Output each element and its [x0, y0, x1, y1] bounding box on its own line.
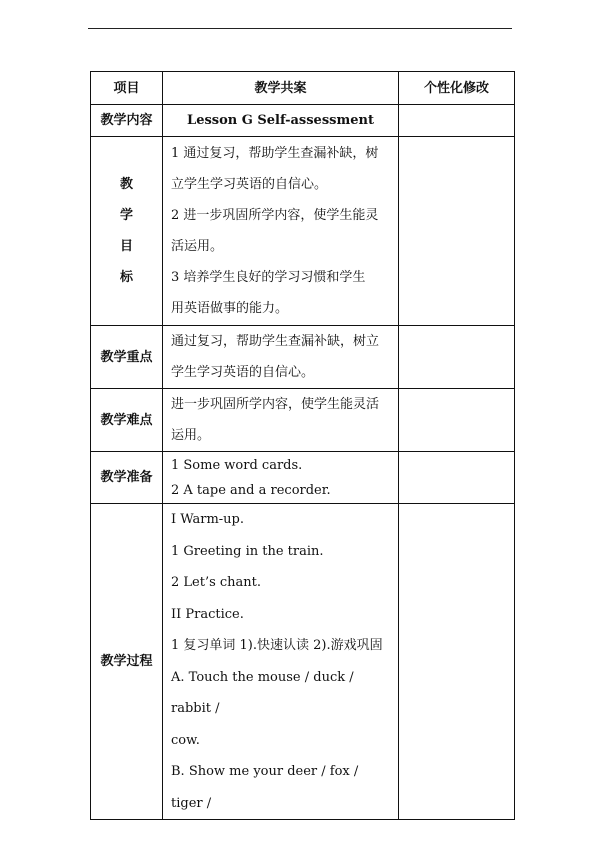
preparation-line: 1 Some word cards. — [171, 457, 303, 473]
process-line: 1 Greeting in the train. — [171, 543, 324, 559]
label-char: 标 — [119, 270, 133, 285]
label-teaching-content: 教学内容 — [91, 105, 163, 137]
row-preparation — [91, 452, 515, 504]
process-line: 1 复习单词 1).快速认读 2).游戏巩固 — [171, 638, 383, 653]
row-key-points — [91, 326, 515, 389]
row-objectives — [91, 137, 515, 326]
label-difficulties: 教学难点 — [91, 389, 163, 452]
difficulties-text — [163, 389, 399, 452]
objective-line: 2 进一步巩固所学内容，使学生能灵 — [171, 208, 379, 223]
key-points-text — [163, 326, 399, 389]
header-item: 项目 — [91, 72, 163, 105]
label-preparation: 教学准备 — [91, 452, 163, 504]
label-process: 教学过程 — [91, 504, 163, 820]
lesson-title: Lesson G Self-assessment — [163, 105, 399, 137]
process-line: II Practice. — [171, 606, 244, 622]
process-line: A. Touch the mouse / duck / rabbit / — [171, 669, 354, 716]
header-shared-plan: 教学共案 — [163, 72, 399, 105]
label-char: 学 — [119, 208, 133, 223]
row-process — [91, 504, 515, 820]
difficulty-line: 运用。 — [171, 428, 211, 443]
header-personal-edit: 个性化修改 — [399, 72, 515, 105]
header-rule — [88, 28, 512, 29]
label-char: 目 — [119, 239, 133, 254]
process-line: B. Show me your deer / fox / tiger / — [171, 764, 359, 811]
objective-line: 3 培养学生良好的学习习惯和学生 — [171, 270, 366, 285]
process-line: 2 Let’s chant. — [171, 575, 262, 590]
table-header-row — [91, 72, 515, 105]
edit-cell-content[interactable] — [399, 105, 515, 137]
process-line: cow. — [171, 732, 200, 748]
difficulty-line: 进一步巩固所学内容，使学生能灵活 — [171, 397, 380, 412]
edit-cell-objectives[interactable] — [399, 137, 515, 326]
edit-cell-preparation[interactable] — [399, 452, 515, 504]
objective-line: 1 通过复习，帮助学生查漏补缺，树 — [171, 146, 379, 161]
process-text — [163, 504, 399, 820]
key-point-line: 通过复习，帮助学生查漏补缺，树立 — [171, 334, 380, 349]
label-char: 教 — [119, 177, 133, 192]
lesson-plan-table — [90, 71, 515, 820]
row-difficulties — [91, 389, 515, 452]
objective-line: 活运用。 — [171, 239, 224, 254]
label-objectives — [91, 137, 163, 326]
row-teaching-content — [91, 105, 515, 137]
objectives-text — [163, 137, 399, 326]
edit-cell-difficulties[interactable] — [399, 389, 515, 452]
preparation-text — [163, 452, 399, 504]
label-key-points: 教学重点 — [91, 326, 163, 389]
preparation-line: 2 A tape and a recorder. — [171, 482, 331, 498]
objective-line: 用英语做事的能力。 — [171, 301, 289, 316]
edit-cell-process[interactable] — [399, 504, 515, 820]
edit-cell-key-points[interactable] — [399, 326, 515, 389]
objective-line: 立学生学习英语的自信心。 — [171, 177, 328, 192]
key-point-line: 学生学习英语的自信心。 — [171, 365, 315, 380]
process-line: I Warm-up. — [171, 512, 245, 527]
